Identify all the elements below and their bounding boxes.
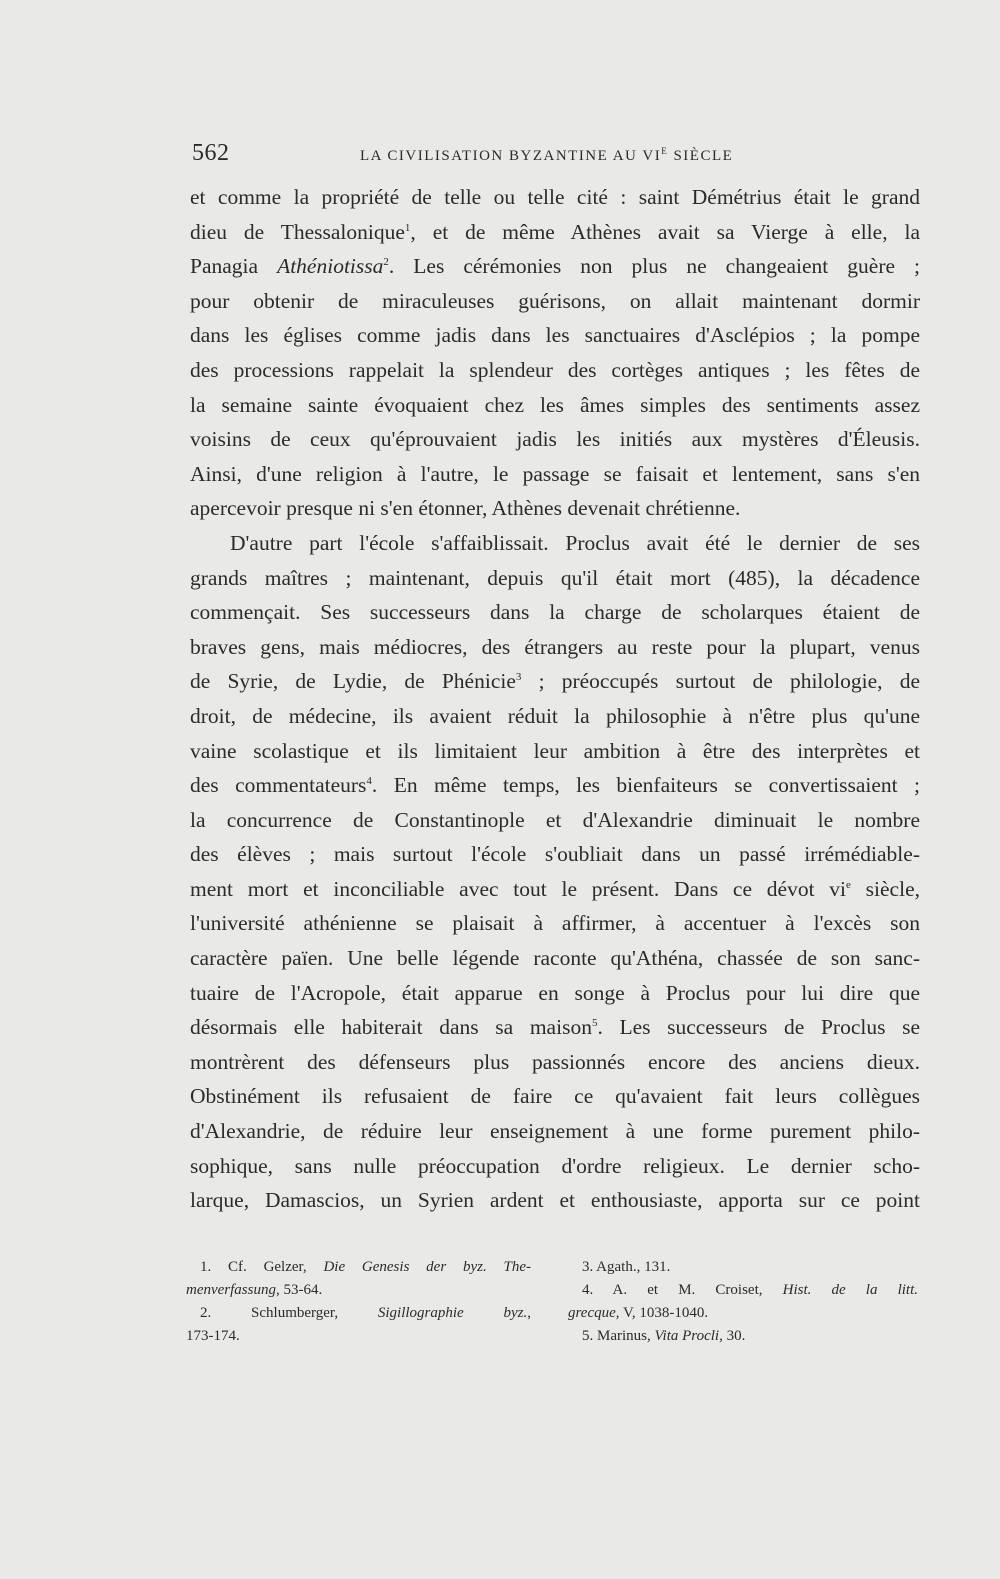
- text-line: grands maîtres ; maintenant, depuis qu'il était mort (485), la décadence: [190, 565, 920, 590]
- text-line: des élèves ; mais surtout l'école s'oubliait dans un passé irrémédiable-: [190, 842, 920, 867]
- footnote-ref: 5: [591, 1017, 598, 1030]
- footnote-5: 5. Marinus, Vita Procli, 30.: [582, 1328, 746, 1344]
- page-number: 562: [192, 140, 230, 166]
- text-line: apercevoir presque ni s'en étonner, Athènes devenait chrétienne.: [190, 496, 741, 521]
- text-line: pour obtenir de miraculeuses guérisons, on allait maintenant dormir: [190, 288, 920, 313]
- footnotes-right-column: [568, 1256, 918, 1348]
- footnote-2: 2. Schlumberger, Sigillographie byz.,: [200, 1305, 531, 1321]
- text-line: ment mort et inconciliable avec tout le présent. Dans ce dévot $vi^e$ siècle,: [190, 876, 920, 901]
- page-header: [192, 140, 918, 176]
- text-line: d'Alexandrie, de réduire leur enseignement à une forme purement philo-: [190, 1119, 920, 1144]
- footnote-1-cont: menverfassung, 53-64.: [186, 1282, 323, 1298]
- text-line: tuaire de l'Acropole, était apparue en songe à Proclus pour lui dire que: [190, 980, 920, 1005]
- text-line: des processions rappelait la splendeur des cortèges antiques ; les fêtes de: [190, 357, 920, 382]
- footnote-1: 1. Cf. Gelzer, Die Genesis der byz. The-: [200, 1259, 531, 1275]
- footnotes-left-column: [186, 1256, 531, 1348]
- text-line: montrèrent des défenseurs plus passionnés encore des anciens dieux.: [190, 1049, 920, 1074]
- footnote-4-cont: grecque, V, 1038-1040.: [568, 1305, 709, 1321]
- text-line: l'université athénienne se plaisait à affirmer, à accentuer à l'excès son: [190, 911, 920, 936]
- footnote-2-cont: 173-174.: [186, 1328, 240, 1344]
- text-line: dieu de Thessalonique$^1$, et de même Athènes avait sa Vierge à elle, la: [190, 219, 920, 244]
- text-line: des commentateurs$^4$. En même temps, les bienfaiteurs se convertissaient ;: [190, 773, 920, 798]
- text-line: la semaine sainte évoquaient chez les âmes simples des sentiments assez: [190, 392, 920, 417]
- text-line: vaine scolastique et ils limitaient leur ambition à être des interprètes et: [190, 738, 920, 763]
- text-line: la concurrence de Constantinople et d'Alexandrie diminuait le nombre: [190, 807, 920, 832]
- footnote-ref: 1: [404, 221, 411, 234]
- text-line: et comme la propriété de telle ou telle cité : saint Démétrius était le grand: [190, 185, 920, 209]
- footnote-3: 3. Agath., 131.: [582, 1259, 671, 1275]
- text-line: Panagia Athéniotissa$^2$. Les cérémonies non plus ne changeaient guère ;: [190, 254, 921, 279]
- text-line: sophique, sans nulle préoccupation d'ordre religieux. Le dernier scho-: [190, 1153, 920, 1178]
- text-line: droit, de médecine, ils avaient réduit la philosophie à n'être plus qu'une: [190, 703, 920, 728]
- footnote-4: 4. A. et M. Croiset, Hist. de la litt.: [582, 1282, 918, 1298]
- footnote-ref: 2: [383, 256, 389, 269]
- text-line: braves gens, mais médiocres, des étrangers au reste pour la plupart, venus: [190, 634, 920, 659]
- text-line: commençait. Ses successeurs dans la charge de scholarques étaient de: [190, 600, 920, 625]
- footnote-ref: 3: [515, 671, 522, 684]
- text-line: larque, Damascios, un Syrien ardent et enthousiaste, apporta sur ce point: [190, 1188, 920, 1213]
- text-line: de Syrie, de Lydie, de Phénicie$^3$ ; préoccupés surtout de philologie, de: [190, 669, 920, 694]
- running-head: LA CIVILISATION BYZANTINE AU $VI^E$ SIÈCLE: [360, 146, 734, 164]
- text-line: Obstinément ils refusaient de faire ce qu'avaient fait leurs collègues: [190, 1084, 920, 1109]
- text-line: D'autre part l'école s'affaiblissait. Proclus avait été le dernier de ses: [230, 530, 920, 555]
- text-line: Ainsi, d'une religion à l'autre, le passage se faisait et lentement, sans s'en: [190, 461, 920, 486]
- main-text: [190, 180, 920, 1218]
- text-line: désormais elle habiterait dans sa maison$^5$. Les successeurs de Proclus se: [190, 1015, 920, 1040]
- footnote-ref: 4: [366, 774, 372, 787]
- text-line: dans les églises comme jadis dans les sanctuaires d'Asclépios ; la pompe: [190, 323, 920, 348]
- text-line: voisins de ceux qu'éprouvaient jadis les initiés aux mystères d'Éleusis.: [190, 427, 920, 452]
- text-line: caractère païen. Une belle légende raconte qu'Athéna, chassée de son sanc-: [190, 946, 920, 971]
